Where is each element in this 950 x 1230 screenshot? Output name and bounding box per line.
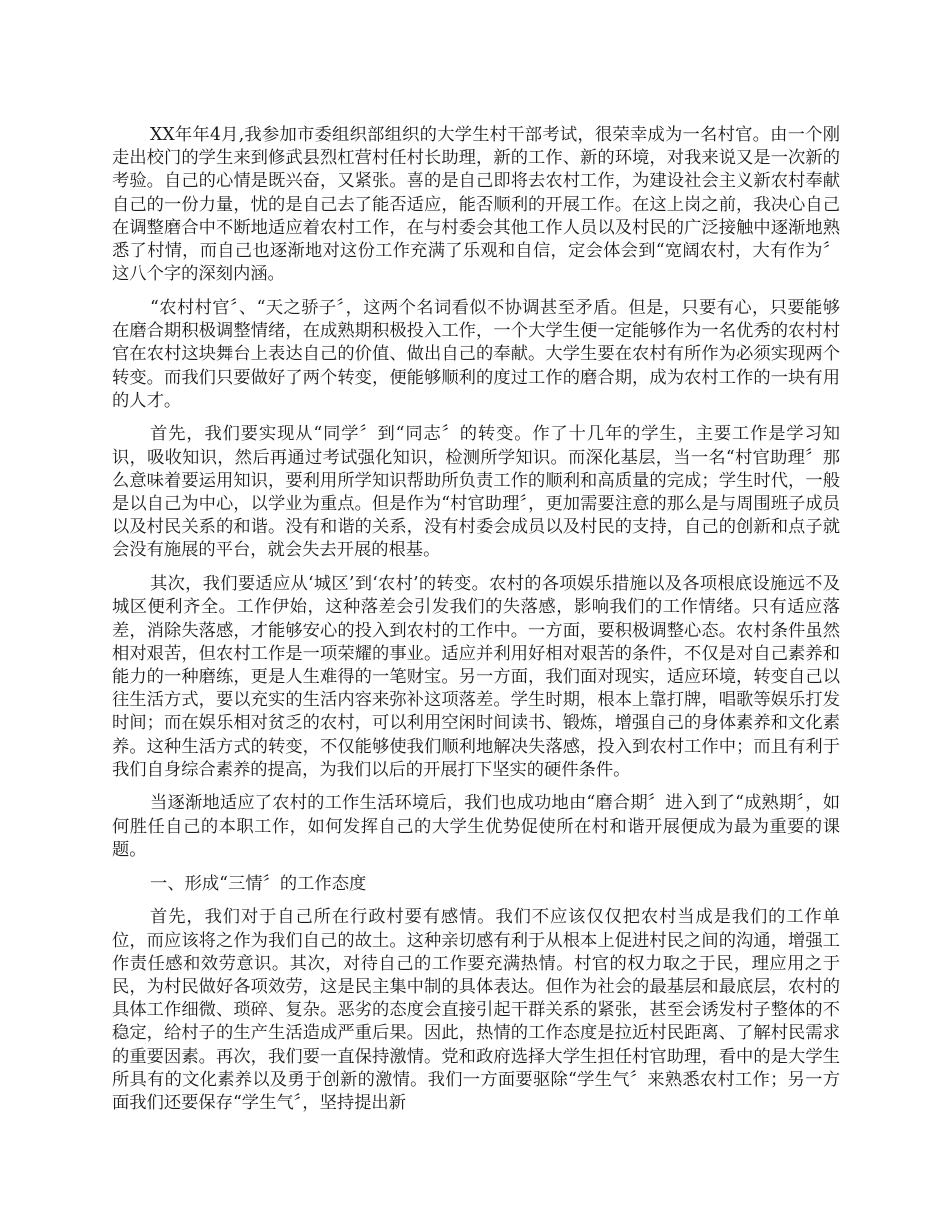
paragraph-two-transformations: “农村村官〞、“天之骄子〞，这两个名词看似不协调甚至矛盾。但是，只要有心，只要能够在磨合期积极调整情绪，在成熟期积极投入工作，一个大学生便一定能够作为一名优秀的农村村官在农村这块舞台上表达自己的价值、做出自己的奉献。大学生要在农村有所作为必须实现两个转变。而我们只要做好了两个转变，便能够顺利的度过工作的磨合期，成为农村工作的一块有用的人才。 — [112, 297, 840, 411]
paragraph-second-transformation: 其次，我们要适应从‘城区’到‘农村’的转变。农村的各项娱乐措施以及各项根底设施远不及城区便利齐全。工作伊始，这种落差会引发我们的失落感，影响我们的工作情绪。只有适应落差，消除失落感，才能够安心的投入到农村的工作中。一方面，要积极调整心态。农村条件虽然相对艰苦，但农村工作是一项荣耀的事业。适应并利用好相对艰苦的条件，不仅是对自己素养和能力的一种磨练，更是人生难得的一笔财宝。另一方面，我们面对现实，适应环境，转变自己以往生活方式，要以充实的生活内容来弥补这项落差。学生时期，根本上靠打牌，唱歌等娱乐打发时间；而在娱乐相对贫乏的农村，可以利用空闲时间读书、锻炼，增强自己的身体素养和文化素养。这种生活方式的转变，不仅能够使我们顺利地解决失落感，投入到农村工作中；而且有利于我们自身综合素养的提高，为我们以后的开展打下坚实的硬件条件。 — [112, 574, 840, 780]
paragraph-attitude-details: 首先，我们对于自己所在行政村要有感情。我们不应该仅仅把农村当成是我们的工作单位，而应该将之作为我们自己的故土。这种亲切感有利于从根本上促进村民之间的沟通，增强工作责任感和效劳意识。其次，对待自己的工作要充满热情。村官的权力取之于民，理应用之于民，为村民做好各项效劳，这是民主集中制的具体表达。但作为社会的最基层和最底层，农村的具体工作细微、琐碎、复杂。恶劣的态度会直接引起干群关系的紧张，甚至会诱发村子整体的不稳定，给村子的生产生活造成严重后果。因此，热情的工作态度是拉近村民距离、了解村民需求的重要因素。再次，我们要一直保持激情。党和政府选择大学生担任村官助理，看中的是大学生所具有的文化素养以及勇于创新的激情。我们一方面要驱除“学生气〞来熟悉农村工作；另一方面我们还要保存“学生气〞，坚持提出新 — [112, 907, 840, 1113]
paragraph-maturity-period: 当逐渐地适应了农村的工作生活环境后，我们也成功地由“磨合期〞进入到了“成熟期〞，如何胜任自己的本职工作，如何发挥自己的大学生优势促使所在村和谐开展便成为最为重要的课题。 — [112, 793, 840, 860]
paragraph-first-transformation: 首先，我们要实现从“同学〞到“同志〞的转变。作了十几年的学生，主要工作是学习知识，吸收知识，然后再通过考试强化知识，检测所学知识。而深化基层，当一名“村官助理〞那么意味着要运用知识，要利用所学知识帮助所负责工作的顺利和高质量的完成；学生时代，一般是以自己为中心，以学业为重点。但是作为“村官助理〞，更加需要注意的那么是与周围班子成员以及村民关系的和谐。没有和谐的关系，没有村委会成员以及村民的支持，自己的创新和点子就会没有施展的平台，就会失去开展的根基。 — [112, 424, 840, 561]
document-body — [112, 124, 840, 1126]
section-heading-three-attitudes: 一、形成“三情〞的工作态度 — [150, 873, 367, 894]
paragraph-intro: XX年年4月,我参加市委组织部组织的大学生村干部考试，很荣幸成为一名村官。由一个刚走出校门的学生来到修武县烈杠营村任村长助理，新的工作、新的环境，对我来说又是一次新的考验。自己的心情是既兴奋，又紧张。喜的是自己即将去农村工作，为建设社会主义新农村奉献自己的一份力量，忧的是自己去了能否适应，能否顺利的开展工作。在这上岗之前，我决心自己在调整磨合中不断地适应着农村工作，在与村委会其他工作人员以及村民的广泛接触中逐渐地熟悉了村情，而自己也逐渐地对这份工作充满了乐观和自信，定会体会到“宽阔农村，大有作为〞这八个字的深刻内涵。 — [112, 125, 840, 285]
